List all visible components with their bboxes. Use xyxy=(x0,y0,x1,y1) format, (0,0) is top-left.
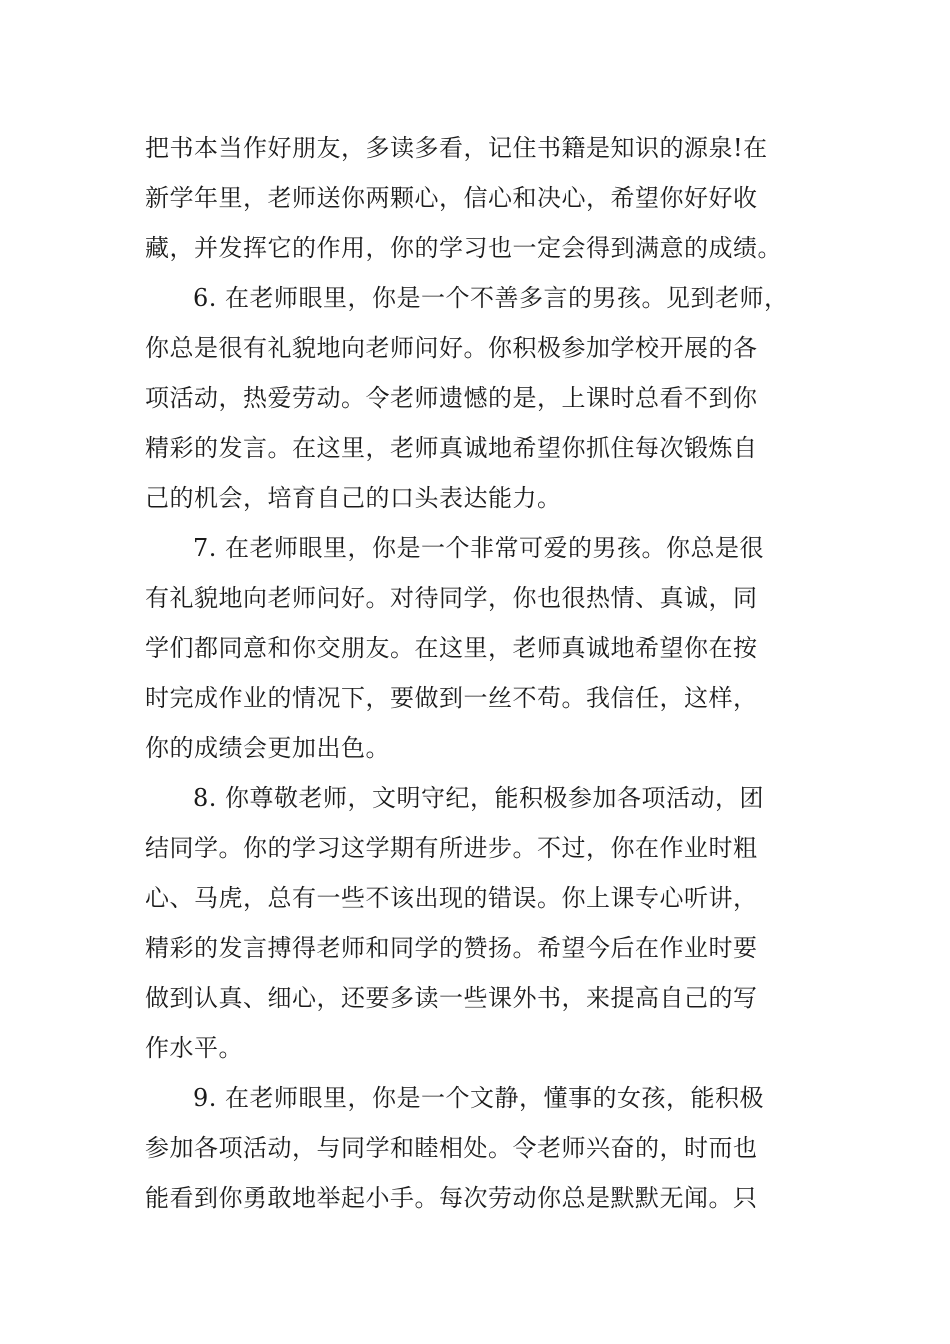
text-line: 作水平。 xyxy=(145,1034,243,1062)
paragraph-6-start: 6. 在老师眼里，你是一个不善多言的男孩。见到老师， xyxy=(193,284,789,312)
text-line: 你总是很有礼貌地向老师问好。你积极参加学校开展的各 xyxy=(145,334,758,362)
text-line: 把书本当作好朋友，多读多看，记住书籍是知识的源泉!在 xyxy=(145,134,768,162)
text-line: 新学年里，老师送你两颗心，信心和决心，希望你好好收 xyxy=(145,184,758,212)
text-line: 做到认真、细心，还要多读一些课外书，来提高自己的写 xyxy=(145,984,758,1012)
text-line: 时完成作业的情况下，要做到一丝不苟。我信任，这样， xyxy=(145,684,758,712)
paragraph-8-start: 8. 你尊敬老师，文明守纪，能积极参加各项活动，团 xyxy=(193,784,765,812)
text-line: 己的机会，培育自己的口头表达能力。 xyxy=(145,484,562,512)
text-line: 能看到你勇敢地举起小手。每次劳动你总是默默无闻。只 xyxy=(145,1184,758,1212)
text-line: 藏，并发挥它的作用，你的学习也一定会得到满意的成绩。 xyxy=(145,234,782,262)
text-line: 有礼貌地向老师问好。对待同学，你也很热情、真诚，同 xyxy=(145,584,758,612)
text-line: 心、马虎，总有一些不该出现的错误。你上课专心听讲， xyxy=(145,884,758,912)
text-line: 项活动，热爱劳动。令老师遗憾的是，上课时总看不到你 xyxy=(145,384,758,412)
paragraph-7-start: 7. 在老师眼里，你是一个非常可爱的男孩。你总是很 xyxy=(193,534,765,562)
paragraph-9-start: 9. 在老师眼里，你是一个文静，懂事的女孩，能积极 xyxy=(193,1084,765,1112)
document-body xyxy=(145,123,810,1223)
text-line: 你的成绩会更加出色。 xyxy=(145,734,390,762)
text-line: 参加各项活动，与同学和睦相处。令老师兴奋的，时而也 xyxy=(145,1134,758,1162)
text-line: 精彩的发言搏得老师和同学的赞扬。希望今后在作业时要 xyxy=(145,934,758,962)
text-line: 结同学。你的学习这学期有所进步。不过，你在作业时粗 xyxy=(145,834,758,862)
text-line: 学们都同意和你交朋友。在这里，老师真诚地希望你在按 xyxy=(145,634,758,662)
text-line: 精彩的发言。在这里，老师真诚地希望你抓住每次锻炼自 xyxy=(145,434,758,462)
